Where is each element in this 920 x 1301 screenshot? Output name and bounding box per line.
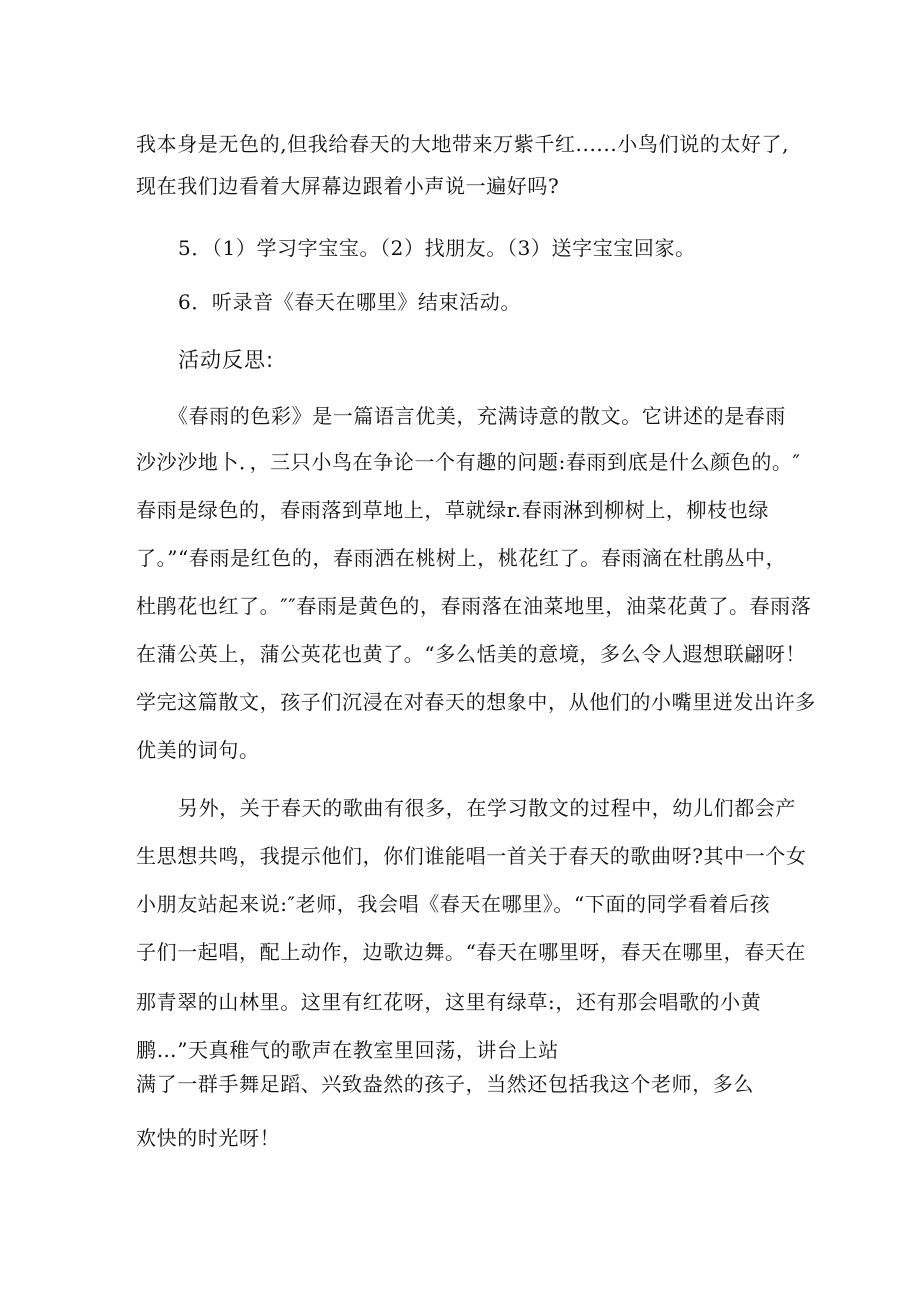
paragraph2-line-2: 生思想共鸣，我提示他们，你们谁能唱一首关于春天的歌曲呀?其中一个女 [136, 844, 807, 868]
section-heading: 活动反思: [178, 348, 275, 372]
intro-line-1: 我本身是无色的,但我给春天的大地带来万紫千红......小鸟们说的太好了, [136, 132, 790, 156]
paragraph1-line-6: 在蒲公英上，蒲公英花也黄了。“多么恬美的意境，多么令人遐想联翩呀！ [136, 642, 807, 666]
paragraph2-line-4: 子们一起唱，配上动作，边歌边舞。“春天在哪里呀，春天在哪里，春天在 [136, 940, 807, 964]
paragraph1-line-8: 优美的词句。 [136, 738, 260, 762]
intro-line-2: 现在我们边看着大屏幕边跟着小声说一遍好吗? [136, 174, 560, 198]
paragraph1-line-7: 学完这篇散文，孩子们沉浸在对春天的想象中，从他们的小嘴里迸发出许多 [136, 690, 816, 714]
paragraph2-line-7: 满了一群手舞足蹈、兴致盎然的孩子，当然还包括我这个老师，多么 [136, 1072, 754, 1096]
paragraph2-line-8: 欢快的时光呀！ [136, 1126, 281, 1150]
step-6: 6．听录音《春天在哪里》结束活动。 [178, 290, 521, 314]
paragraph1-line-3: 春雨是绿色的，春雨落到草地上，草就绿r.春雨淋到柳树上，柳枝也绿 [136, 498, 769, 522]
paragraph1-line-5: 杜鹃花也红了。″″春雨是黄色的，春雨落在油菜地里，油菜花黄了。春雨落 [136, 594, 812, 618]
paragraph2-line-5: 那青翠的山林里。这里有红花呀，这里有绿草:，还有那会唱歌的小黄 [136, 990, 762, 1014]
paragraph1-line-1: 《春雨的色彩》是一篇语言优美，充满诗意的散文。它讲述的是春雨 [168, 404, 786, 428]
paragraph1-line-2: 沙沙沙地卜．，三只小鸟在争论一个有趣的问题:春雨到底是什么颜色的。″ [136, 450, 801, 474]
paragraph2-line-3: 小朋友站起来说:″老师，我会唱《春天在哪里》。“下面的同学看着后孩 [136, 892, 771, 916]
paragraph2-line-1: 另外，关于春天的歌曲有很多，在学习散文的过程中，幼儿们都会产 [178, 796, 796, 820]
step-5: 5．（1）学习字宝宝。（2）找朋友。（3）送字宝宝回家。 [178, 236, 696, 260]
paragraph2-line-6: 鹏…”天真稚气的歌声在教室里回荡，讲台上站 [136, 1038, 559, 1062]
paragraph1-line-4: 了。”“春雨是红色的，春雨洒在桃树上，桃花红了。春雨滴在杜鹃丛中， [136, 546, 787, 570]
